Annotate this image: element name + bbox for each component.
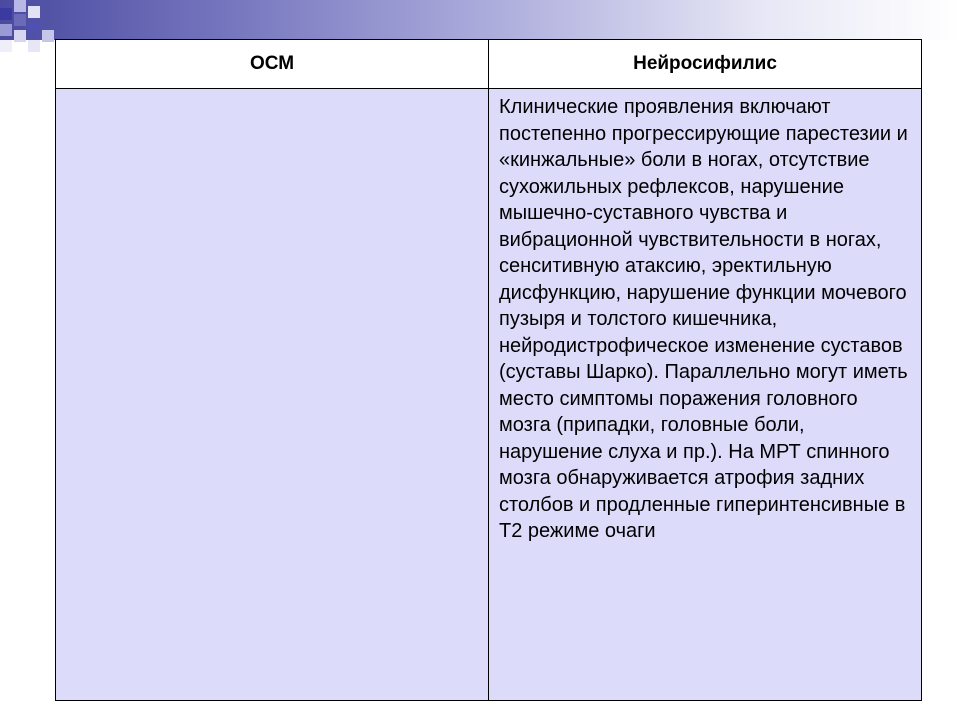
deco-square [14,0,26,12]
cell-neurosyphilis [489,89,922,701]
table-row [56,89,922,701]
deco-square [42,30,54,42]
cell-neurosyphilis-text: Клинические проявления включают постепенно прогрессирующие парестезии и «кинжальные» боли в ногах, отсутствие сухожильных рефлексов, нарушение мышечно-суставного чувства и вибрационной чувствительности в ногах, сенситивную атаксию, эректильную дисфункцию, нарушение функции мочевого пузыря и толстого кишечника, нейродистрофическое изменение суставов (суставы Шарко). Параллельно могут иметь место симптомы поражения головного мозга (припадки, головные боли, нарушение слуха и пр.). На МРТ спинного мозга обнаруживается атрофия задних столбов и продленные гиперинтенсивные в Т2 режиме очаги [499,96,908,542]
deco-square [14,14,26,26]
header-osm: ОСМ [56,40,489,89]
header-neurosyphilis: Нейросифилис [489,40,922,89]
deco-square [0,24,12,36]
title-gradient-band [0,0,960,40]
deco-square [28,22,40,34]
deco-square [0,8,12,20]
cell-osm-text [56,89,488,94]
deco-square [14,30,26,42]
deco-square [28,40,40,52]
comparison-table [55,39,922,701]
cell-osm [56,89,489,701]
deco-square [28,6,40,18]
table-header-row [56,40,922,89]
deco-square [0,40,12,52]
